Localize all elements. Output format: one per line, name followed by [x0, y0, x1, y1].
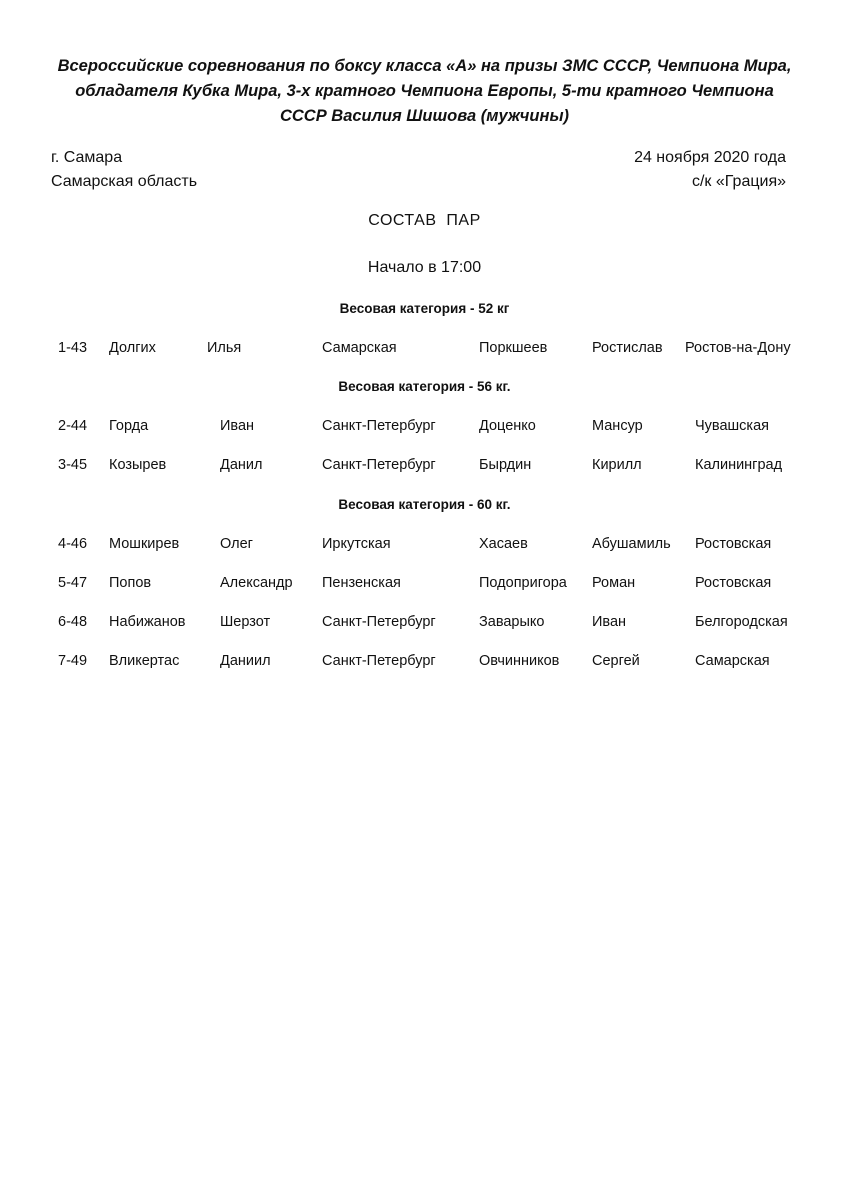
opponent-surname: Доценко [479, 418, 536, 434]
boxer-name: Александр [220, 575, 293, 591]
opponent-surname: Хасаев [479, 536, 528, 552]
bout-row [0, 614, 849, 634]
opponent-name: Ростислав [592, 340, 663, 356]
boxer-surname: Долгих [109, 340, 156, 356]
opponent-surname: Поркшеев [479, 340, 548, 356]
opponent-region: Калининград [695, 457, 783, 473]
opponent-region: Ростовская [695, 575, 772, 591]
boxer-name: Шерзот [220, 614, 271, 630]
boxer-name: Даниил [220, 653, 271, 669]
boxer-region: Пензенская [322, 575, 401, 591]
opponent-surname: Бырдин [479, 457, 532, 473]
event-venue: с/к «Грация» [691, 173, 786, 190]
boxer-surname: Горда [109, 418, 149, 434]
bout-number: 1-43 [58, 340, 88, 356]
opponent-name: Абушамиль [592, 536, 671, 552]
bout-number: 6-48 [58, 614, 88, 630]
boxer-region: Самарская [322, 340, 397, 356]
boxer-name: Иван [220, 418, 255, 434]
event-date: 24 ноября 2020 года [634, 149, 786, 166]
bout-row [0, 653, 849, 673]
bout-row [0, 418, 849, 438]
opponent-surname: Овчинников [479, 653, 560, 669]
opponent-region: Ростов-на-Дону [685, 340, 791, 356]
opponent-name: Мансур [592, 418, 643, 434]
boxer-surname: Мошкирев [109, 536, 180, 552]
boxer-surname: Козырев [109, 457, 167, 473]
opponent-region: Самарская [695, 653, 770, 669]
weight-category-label: Весовая категория - 52 кг [339, 301, 510, 316]
location-block [51, 146, 197, 194]
boxer-region: Санкт-Петербург [322, 418, 436, 434]
bout-row [0, 575, 849, 595]
pairs-heading: СОСТАВ ПАР [368, 212, 481, 229]
opponent-surname: Подопригора [479, 575, 567, 591]
bout-number: 7-49 [58, 653, 88, 669]
boxer-surname: Попов [109, 575, 152, 591]
opponent-surname: Заварыко [479, 614, 545, 630]
boxer-name: Данил [220, 457, 263, 473]
title-line-2: обладателя Кубка Мира, 3-х кратного Чемпиона Европы, 5-ти кратного Чемпиона [75, 82, 774, 100]
bout-row [0, 536, 849, 556]
boxer-region: Санкт-Петербург [322, 614, 436, 630]
weight-category-label: Весовая категория - 56 кг. [338, 379, 511, 394]
boxer-region: Санкт-Петербург [322, 457, 436, 473]
boxer-surname: Набижанов [109, 614, 186, 630]
boxer-name: Илья [207, 340, 242, 356]
title-line-3: СССР Василия Шишова (мужчины) [279, 107, 570, 125]
start-time: Начало в 17:00 [367, 259, 482, 276]
opponent-name: Сергей [592, 653, 640, 669]
boxer-name: Олег [220, 536, 253, 552]
boxer-region: Иркутская [322, 536, 391, 552]
boxer-region: Санкт-Петербург [322, 653, 436, 669]
opponent-name: Роман [592, 575, 636, 591]
opponent-region: Белгородская [695, 614, 788, 630]
boxer-surname: Bликертас [109, 653, 180, 669]
bout-row [0, 340, 849, 360]
weight-category-label: Весовая категория - 60 кг. [338, 497, 511, 512]
document-title [40, 54, 809, 129]
bout-row [0, 457, 849, 477]
city: г. Самара [51, 149, 123, 166]
bout-number: 3-45 [58, 457, 88, 473]
region: Самарская область [51, 173, 198, 190]
opponent-region: Чувашская [695, 418, 769, 434]
bout-number: 5-47 [58, 575, 88, 591]
opponent-region: Ростовская [695, 536, 772, 552]
opponent-name: Иван [592, 614, 627, 630]
bout-number: 2-44 [58, 418, 88, 434]
opponent-name: Кирилл [592, 457, 642, 473]
event-block [634, 146, 786, 194]
title-line-1: Всероссийские соревнования по боксу класса «А» на призы ЗМС СССР, Чемпиона Мира, [57, 57, 792, 75]
bout-number: 4-46 [58, 536, 88, 552]
